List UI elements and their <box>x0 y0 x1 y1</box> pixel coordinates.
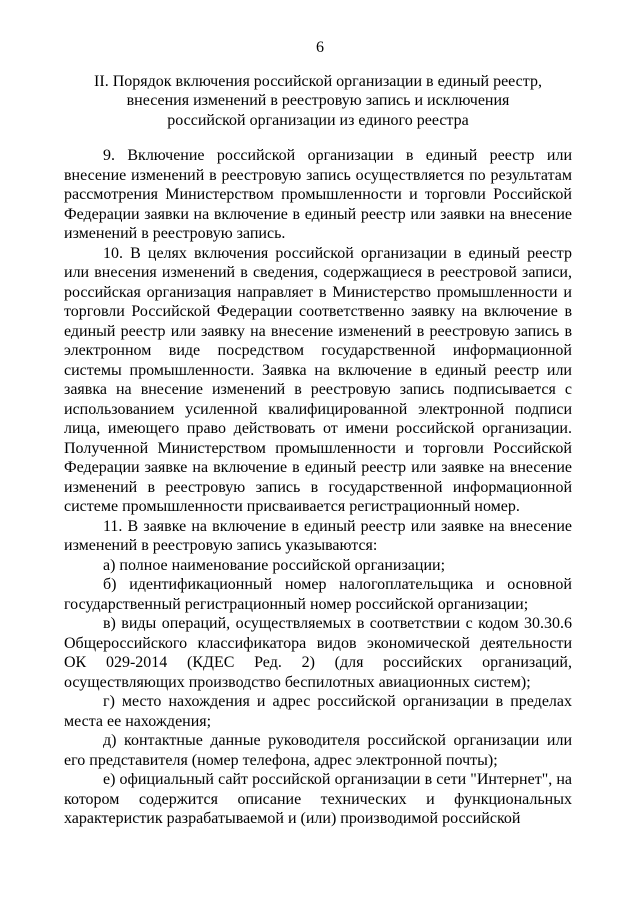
page-number: 6 <box>316 39 324 56</box>
paragraph-11-item-d: д) контактные данные руководителя российской организации или его представителя (номер телефона, адрес электронной почты); <box>64 732 572 769</box>
section-heading-line-2: внесения изменений в реестровую запись и исключения <box>126 92 510 109</box>
paragraph-11-item-v: в) виды операций, осуществляемых в соответствии с кодом 30.30.6 Общероссийского классификатора видов экономической деятельности ОК 029-2014 (КДЕС Ред. 2) (для российских организаций, осуществляющих производство беспилотных авиационных систем); <box>64 615 572 691</box>
paragraph-10: 10. В целях включения российской организации в единый реестр или внесения изменений в сведения, содержащиеся в реестровой записи, российская организация направляет в Министерство промышленности и торговли Российской Федерации соответственно заявку на включение в единый реестр или заявку на внесение изменений в реестровую запись в электронном виде посредством государственной информационной системы промышленности. Заявка на включение в единый реестр или заявка на внесение изменений в реестровую запись подписывается с использованием усиленной квалифицированной электронной подписи лица, имеющего право действовать от имени российской организации. Полученной Министерством промышленности и торговли Российской Федерации заявке на включение в единый реестр или заявке на внесение изменений в реестровую запись в государственной информационной системе промышленности присваивается регистрационный номер. <box>64 244 572 515</box>
paragraph-11-item-a: а) полное наименование российской организации; <box>103 556 446 574</box>
section-heading-line-1: II. Порядок включения российской организации в единый реестр, <box>94 72 542 90</box>
section-heading-line-3: российской организации из единого реестра <box>167 111 469 129</box>
paragraph-9: 9. Включение российской организации в единый реестр или внесение изменений в реестровую запись осуществляется по результатам рассмотрения Министерством промышленности и торговли Российской Федерации заявки на включение в единый реестр или заявки на внесение изменений в реестровую запись. <box>64 147 572 242</box>
paragraph-11-item-g: г) место нахождения и адрес российской организации в пределах места ее нахождения; <box>64 693 572 730</box>
document-body <box>64 146 572 829</box>
paragraph-11-intro: 11. В заявке на включение в единый реестр или заявке на внесение изменений в реестровую запись указываются: <box>64 517 572 554</box>
paragraph-11-item-e: е) официальный сайт российской организации в сети "Интернет", на котором содержится описание технических и функциональных характеристик разрабатываемой и (или) производимой российской <box>64 771 572 827</box>
paragraph-11-item-b: б) идентификационный номер налогоплательщика и основной государственный регистрационный номер российской организации; <box>64 576 572 613</box>
section-heading <box>64 72 572 131</box>
